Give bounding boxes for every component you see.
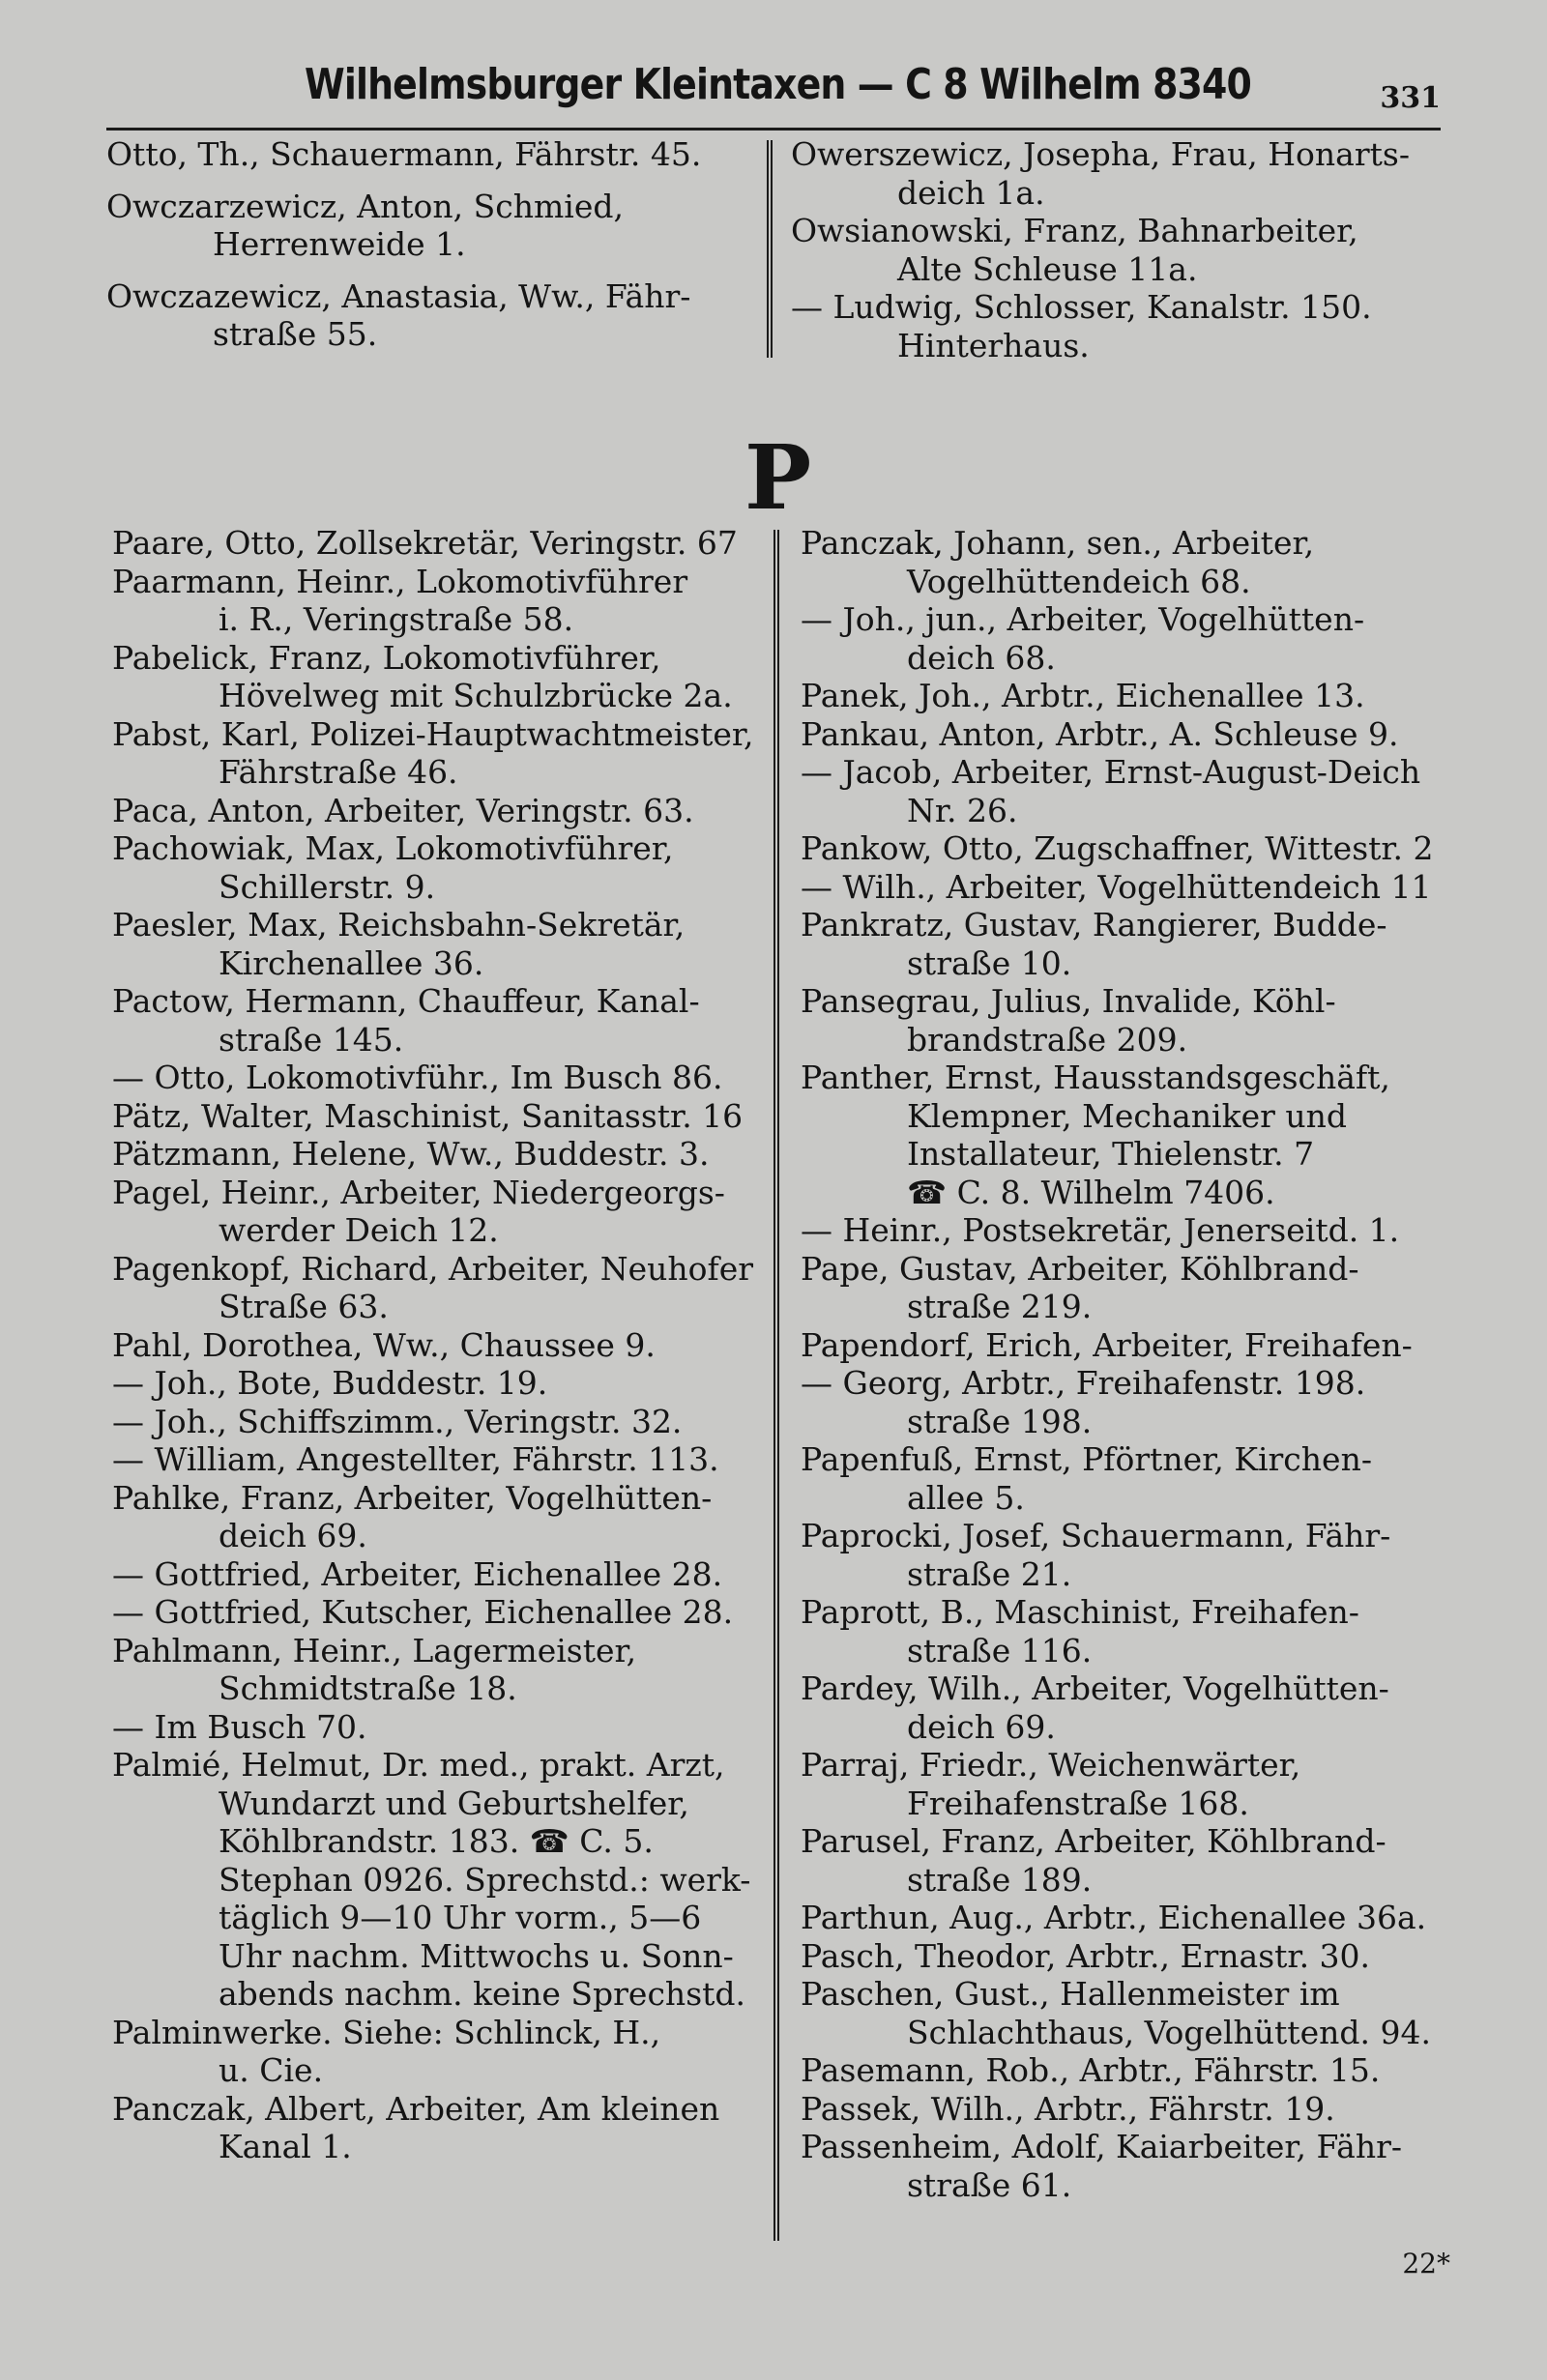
entry-continuation-line: Installateur, Thielenstr. 7 xyxy=(907,1135,1315,1173)
directory-entry-line: Pabst, Karl, Polizei-Hauptwachtmeister, xyxy=(112,714,754,753)
column-divider-main xyxy=(774,530,779,2241)
entry-continuation-line: i. R., Veringstraße 58. xyxy=(219,600,574,638)
directory-entry-line: Pankau, Anton, Arbtr., A. Schleuse 9. xyxy=(801,714,1399,753)
entry-continuation-line: Schillerstr. 9. xyxy=(219,867,436,906)
directory-entry-line: Pactow, Hermann, Chauffeur, Kanal- xyxy=(112,982,700,1020)
entry-continuation-line: Nr. 26. xyxy=(907,791,1018,829)
entry-continuation-line: Freihafenstraße 168. xyxy=(907,1784,1249,1822)
entry-continuation-line: straße 61. xyxy=(907,2165,1072,2204)
entry-continuation-line: straße 55. xyxy=(213,315,378,353)
entry-continuation-line: Hövelweg mit Schulzbrücke 2a. xyxy=(219,677,733,714)
entry-spacer xyxy=(106,264,764,277)
entry-continuation-line: Schmidtstraße 18. xyxy=(219,1669,517,1707)
directory-entry-line: Panther, Ernst, Hausstandsgeschäft, xyxy=(801,1059,1390,1096)
directory-entry-line: — Im Busch 70. xyxy=(112,1707,367,1746)
directory-entry-line: — William, Angestellter, Fährstr. 113. xyxy=(112,1440,719,1478)
main-left-column xyxy=(112,524,765,2166)
directory-entry-line: Pahlmann, Heinr., Lagermeister, xyxy=(112,1631,637,1669)
directory-entry-line: Parthun, Aug., Arbtr., Eichenallee 36a. xyxy=(801,1899,1427,1936)
directory-entry-line: Pansegrau, Julius, Invalide, Köhl- xyxy=(801,982,1336,1020)
directory-entry-line: — Heinr., Postsekretär, Jenerseitd. 1. xyxy=(801,1211,1400,1249)
directory-entry-line: Owsianowski, Franz, Bahnarbeiter, xyxy=(791,212,1358,249)
entry-continuation-line: allee 5. xyxy=(907,1478,1025,1517)
directory-entry-line: — Gottfried, Arbeiter, Eichenallee 28. xyxy=(112,1554,723,1593)
directory-entry-line: Pahlke, Franz, Arbeiter, Vogelhütten- xyxy=(112,1478,713,1517)
entry-continuation-line: Schlachthaus, Vogelhüttend. 94. xyxy=(907,2013,1431,2051)
entry-continuation-line: straße 198. xyxy=(907,1402,1093,1440)
directory-entry-line: Papendorf, Erich, Arbeiter, Freihafen- xyxy=(801,1325,1413,1364)
entry-continuation-line: deich 1a. xyxy=(897,173,1045,212)
directory-entry-line: Paprott, B., Maschinist, Freihafen- xyxy=(801,1593,1359,1631)
directory-entry-line: Panek, Joh., Arbtr., Eichenallee 13. xyxy=(801,677,1365,714)
directory-entry-line: — Ludwig, Schlosser, Kanalstr. 150. xyxy=(791,288,1372,326)
directory-entry-line: Paca, Anton, Arbeiter, Veringstr. 63. xyxy=(112,791,694,829)
directory-entry-line: Owczazewicz, Anastasia, Ww., Fähr- xyxy=(106,276,691,315)
top-right-column xyxy=(791,135,1448,364)
directory-entry-line: Pape, Gustav, Arbeiter, Köhlbrand- xyxy=(801,1249,1359,1288)
directory-entry-line: Palmié, Helmut, Dr. med., prakt. Arzt, xyxy=(112,1746,725,1784)
entry-continuation-line: straße 116. xyxy=(907,1631,1093,1669)
entry-continuation-line: deich 69. xyxy=(907,1707,1056,1746)
entry-continuation-line: straße 189. xyxy=(907,1860,1093,1899)
directory-entry-line: — Otto, Lokomotivführ., Im Busch 86. xyxy=(112,1059,723,1096)
directory-entry-line: — Wilh., Arbeiter, Vogelhüttendeich 11 xyxy=(801,867,1432,906)
page-number: 331 xyxy=(1380,81,1441,115)
directory-entry-line: Pardey, Wilh., Arbeiter, Vogelhütten- xyxy=(801,1669,1389,1707)
entry-continuation-line: Wundarzt und Geburtshelfer, xyxy=(219,1784,689,1822)
directory-entry-line: Pasemann, Rob., Arbtr., Fährstr. 15. xyxy=(801,2051,1381,2089)
directory-entry-line: Parraj, Friedr., Weichenwärter, xyxy=(801,1746,1301,1784)
header-title: Wilhelmsburger Kleintaxen — C 8 Wilhelm 8340 xyxy=(305,60,1251,109)
directory-entry-line: Paare, Otto, Zollsekretär, Veringstr. 67 xyxy=(112,524,738,562)
directory-entry-line: Pätz, Walter, Maschinist, Sanitasstr. 16 xyxy=(112,1096,744,1135)
running-header xyxy=(106,60,1441,128)
entry-continuation-line: Kirchenallee 36. xyxy=(219,943,484,982)
directory-entry-line: — Jacob, Arbeiter, Ernst-August-Deich xyxy=(801,753,1421,791)
directory-entry-line: Paschen, Gust., Hallenmeister im xyxy=(801,1975,1340,2013)
entry-continuation-line: straße 219. xyxy=(907,1288,1093,1325)
directory-entry-line: Pagel, Heinr., Arbeiter, Niedergeorgs- xyxy=(112,1173,725,1211)
directory-entry-line: Owerszewicz, Josepha, Frau, Honarts- xyxy=(791,135,1410,173)
section-letter: P xyxy=(744,425,812,530)
entry-continuation-line: Fährstraße 46. xyxy=(219,753,458,791)
directory-entry-line: — Georg, Arbtr., Freihafenstr. 198. xyxy=(801,1364,1366,1402)
entry-continuation-line: Straße 63. xyxy=(219,1288,389,1325)
entry-continuation-line: abends nachm. keine Sprechstd. xyxy=(219,1975,745,2013)
directory-entry-line: Pachowiak, Max, Lokomotivführer, xyxy=(112,829,674,867)
entry-continuation-line: Herrenweide 1. xyxy=(213,225,466,263)
entry-continuation-line: straße 145. xyxy=(219,1020,404,1059)
entry-continuation-line: u. Cie. xyxy=(219,2051,324,2089)
entry-continuation-line: Stephan 0926. Sprechstd.: werk- xyxy=(219,1860,751,1899)
entry-continuation-line: straße 10. xyxy=(907,943,1072,982)
directory-entry-line: Pankow, Otto, Zugschaffner, Wittestr. 2 xyxy=(801,829,1434,867)
directory-entry-line: Pankratz, Gustav, Rangierer, Budde- xyxy=(801,906,1387,943)
directory-entry-line: Parusel, Franz, Arbeiter, Köhlbrand- xyxy=(801,1822,1386,1860)
directory-entry-line: Otto, Th., Schauermann, Fährstr. 45. xyxy=(106,135,702,173)
column-divider-top xyxy=(767,140,773,358)
directory-entry-line: — Gottfried, Kutscher, Eichenallee 28. xyxy=(112,1593,734,1631)
entry-continuation-line: Klempner, Mechaniker und xyxy=(907,1096,1348,1135)
header-rule xyxy=(106,128,1441,131)
directory-entry-line: Pagenkopf, Richard, Arbeiter, Neuhofer xyxy=(112,1249,754,1288)
directory-entry-line: Pasch, Theodor, Arbtr., Ernastr. 30. xyxy=(801,1936,1371,1975)
entry-continuation-line: Kanal 1. xyxy=(219,2128,352,2165)
top-left-column xyxy=(106,135,764,354)
directory-entry-line: — Joh., jun., Arbeiter, Vogelhütten- xyxy=(801,600,1365,638)
entry-continuation-line: werder Deich 12. xyxy=(219,1211,499,1249)
entry-continuation-line: Köhlbrandstr. 183. ☎ C. 5. xyxy=(219,1822,654,1860)
directory-entry-line: Pahl, Dorothea, Ww., Chaussee 9. xyxy=(112,1325,656,1364)
directory-entry-line: Panczak, Johann, sen., Arbeiter, xyxy=(801,524,1315,562)
directory-entry-line: Papenfuß, Ernst, Pförtner, Kirchen- xyxy=(801,1440,1372,1478)
entry-continuation-line: täglich 9—10 Uhr vorm., 5—6 xyxy=(219,1899,702,1936)
entry-continuation-line: ☎ C. 8. Wilhelm 7406. xyxy=(907,1173,1275,1211)
directory-entry-line: Pabelick, Franz, Lokomotivführer, xyxy=(112,638,661,677)
directory-entry-line: Owczarzewicz, Anton, Schmied, xyxy=(106,187,624,225)
entry-continuation-line: Alte Schleuse 11a. xyxy=(897,249,1198,288)
main-right-column xyxy=(801,524,1453,2204)
directory-entry-line: Passek, Wilh., Arbtr., Fährstr. 19. xyxy=(801,2089,1335,2128)
entry-continuation-line: Vogelhüttendeich 68. xyxy=(907,562,1251,600)
directory-entry-line: Palminwerke. Siehe: Schlinck, H., xyxy=(112,2013,661,2051)
entry-continuation-line: straße 21. xyxy=(907,1554,1072,1593)
directory-entry-line: Pätzmann, Helene, Ww., Buddestr. 3. xyxy=(112,1135,710,1173)
directory-entry-line: — Joh., Bote, Buddestr. 19. xyxy=(112,1364,548,1402)
directory-entry-line: Passenheim, Adolf, Kaiarbeiter, Fähr- xyxy=(801,2128,1403,2165)
entry-spacer xyxy=(106,174,764,188)
entry-continuation-line: deich 68. xyxy=(907,638,1056,677)
directory-entry-line: Paesler, Max, Reichsbahn-Sekretär, xyxy=(112,906,686,943)
directory-entry-line: Panczak, Albert, Arbeiter, Am kleinen xyxy=(112,2089,720,2128)
entry-continuation-line: deich 69. xyxy=(219,1517,367,1554)
directory-entry-line: — Joh., Schiffszimm., Veringstr. 32. xyxy=(112,1402,683,1440)
directory-entry-line: Paarmann, Heinr., Lokomotivführer xyxy=(112,562,688,600)
entry-continuation-line: Hinterhaus. xyxy=(897,326,1090,364)
directory-entry-line: Paprocki, Josef, Schauermann, Fähr- xyxy=(801,1517,1391,1554)
entry-continuation-line: Uhr nachm. Mittwochs u. Sonn- xyxy=(219,1936,734,1975)
entry-continuation-line: brandstraße 209. xyxy=(907,1020,1188,1059)
printer-signature: 22* xyxy=(1402,2248,1450,2279)
